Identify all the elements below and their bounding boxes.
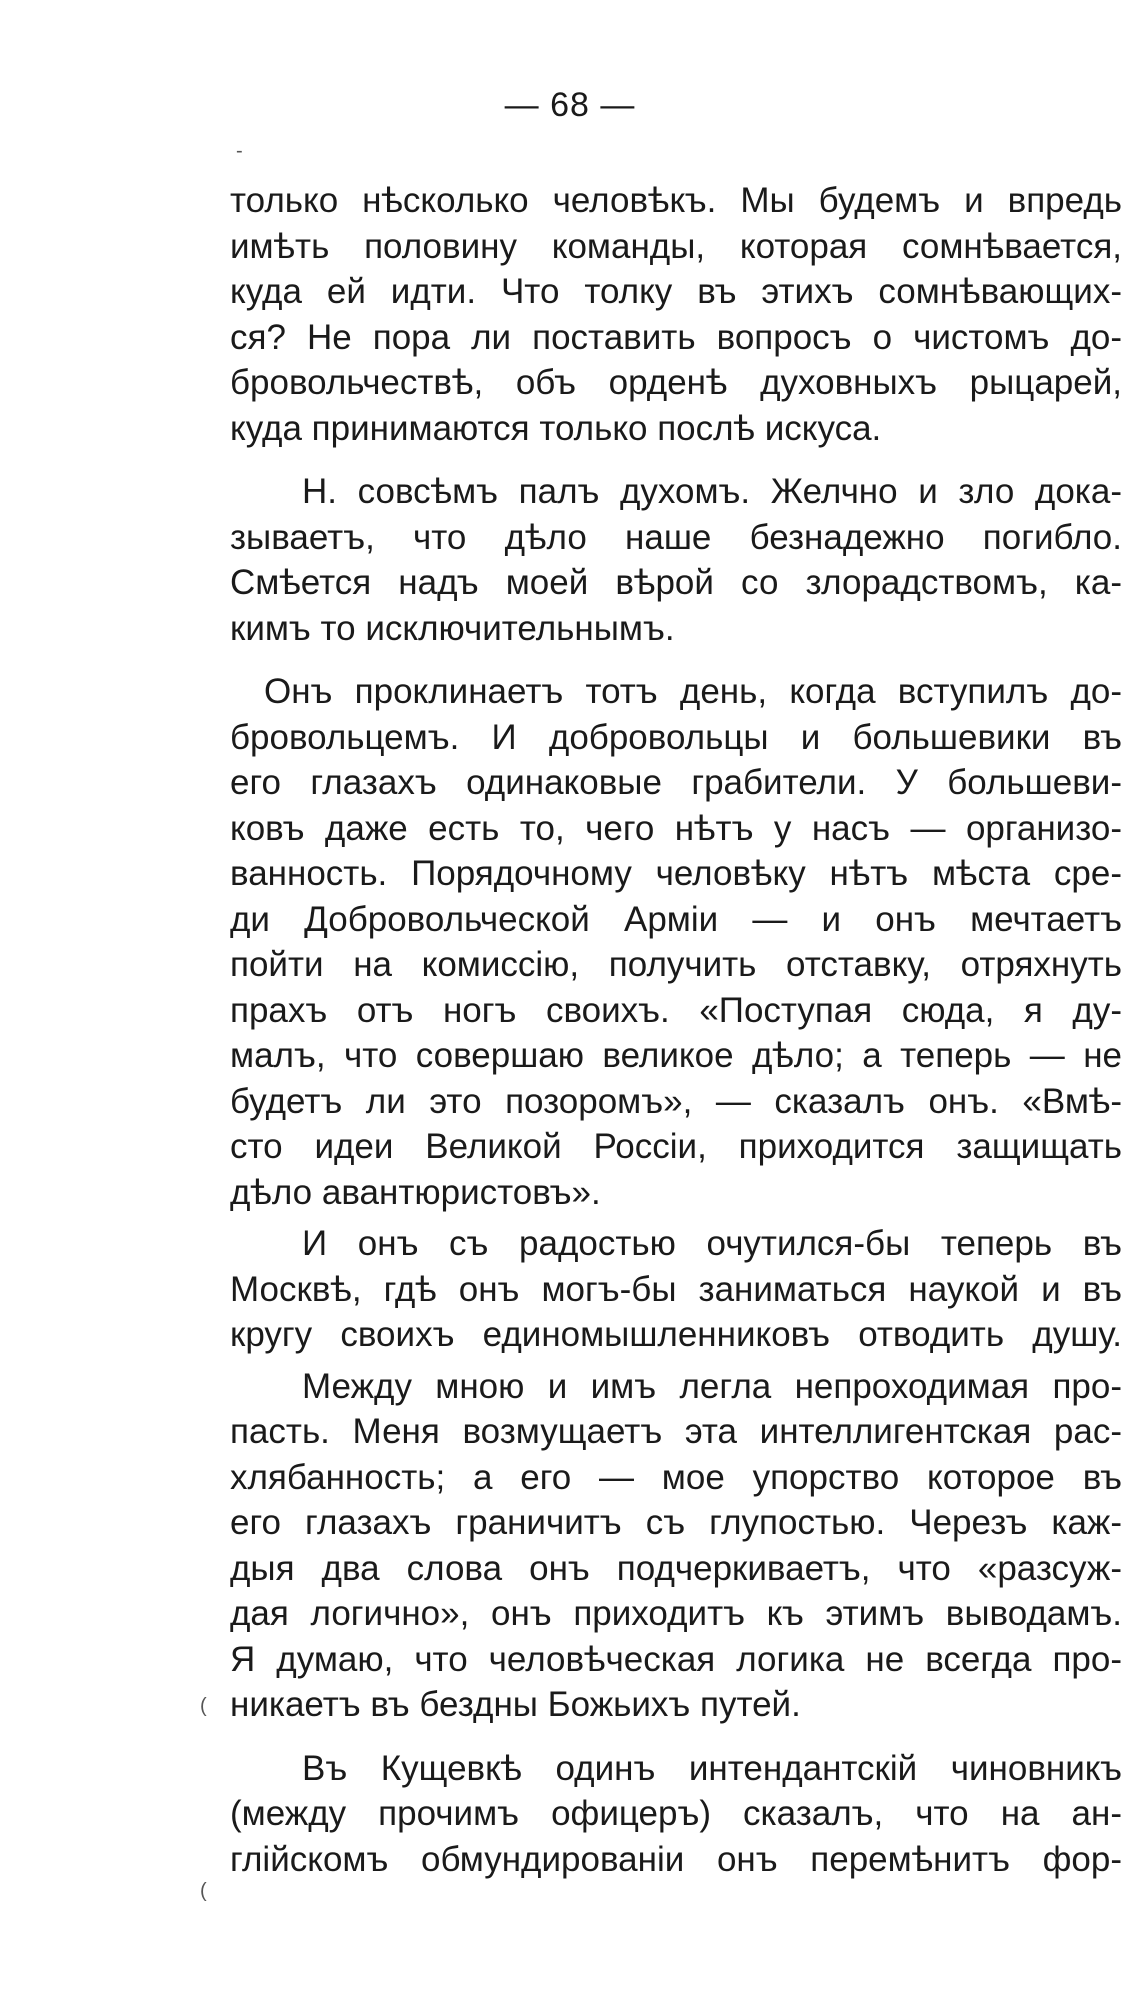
- text-line: малъ, что совершаю великое дѣло; а теперь — не: [230, 1036, 1122, 1075]
- text-line: дыя два слова онъ подчеркиваетъ, что «разсуж-: [230, 1548, 1122, 1588]
- text-line: дѣло авантюристовъ».: [230, 1172, 601, 1212]
- text-line: ся? Не пора ли поставить вопросъ о чистомъ до-: [230, 317, 1122, 357]
- scan-speck: (: [200, 1880, 207, 1902]
- text-line: Я думаю, что человѣческая логика не всегда про-: [230, 1639, 1122, 1679]
- text-line: будетъ ли это позоромъ», — сказалъ онъ. «Вмѣ-: [230, 1081, 1122, 1121]
- text-line: кругу своихъ единомышленниковъ отводить душу.: [230, 1315, 1122, 1354]
- text-line: сто идеи Великой Россіи, приходится защищать: [230, 1127, 1122, 1166]
- text-line: зываетъ, что дѣло наше безнадежно погибло.: [230, 517, 1122, 557]
- text-line: бровольчествѣ, объ орденѣ духовныхъ рыцарей,: [230, 363, 1122, 402]
- text-line: Москвѣ, гдѣ онъ могъ-бы заниматься наукой и въ: [230, 1269, 1122, 1309]
- text-line: Н. совсѣмъ палъ духомъ. Желчно и зло дока-: [302, 472, 1122, 511]
- scan-speck: -: [236, 140, 243, 162]
- text-line: Смѣется надъ моей вѣрой со злорадствомъ, ка-: [230, 563, 1122, 602]
- text-line: (между прочимъ офицеръ) сказалъ, что на ан-: [230, 1794, 1122, 1833]
- text-line: пасть. Меня возмущаетъ эта интеллигентская рас-: [230, 1412, 1122, 1451]
- text-line: глійскомъ обмундированіи онъ перемѣнитъ фор-: [230, 1839, 1122, 1879]
- text-line: имѣть половину команды, которая сомнѣвается,: [230, 226, 1122, 266]
- scan-speck: (: [200, 1695, 207, 1717]
- text-line: его глазахъ граничитъ съ глупостью. Черезъ каж-: [230, 1503, 1122, 1542]
- text-line: И онъ съ радостью очутился-бы теперь въ: [302, 1224, 1122, 1263]
- text-line: хлябанность; а его — мое упорство которое въ: [230, 1457, 1122, 1497]
- text-line: дая логично», онъ приходитъ къ этимъ выводамъ.: [230, 1594, 1122, 1633]
- paragraph: [230, 1221, 1122, 1358]
- text-line: его глазахъ одинаковые грабители. У большеви-: [230, 763, 1122, 802]
- paragraph: [230, 1746, 1122, 1883]
- paragraph: [230, 178, 1122, 451]
- text-line: куда ей идти. Что толку въ этихъ сомнѣвающих-: [230, 272, 1122, 311]
- text-line: пойти на комиссію, получить отставку, отряхнуть: [230, 945, 1122, 984]
- page-number: — 68 —: [504, 86, 636, 124]
- text-line: никаетъ въ бездны Божьихъ путей.: [230, 1685, 801, 1724]
- paragraph: [230, 669, 1122, 1215]
- text-line: Въ Кущевкѣ одинъ интендантскій чиновникъ: [302, 1748, 1122, 1788]
- text-line: ди Добровольческой Арміи — и онъ мечтаетъ: [230, 899, 1122, 939]
- body-text: [230, 178, 1122, 1882]
- text-line: прахъ отъ ногъ своихъ. «Поступая сюда, я ду-: [230, 990, 1122, 1030]
- paragraph: [230, 1364, 1122, 1728]
- paragraph: [230, 469, 1122, 651]
- text-line: куда принимаются только послѣ искуса.: [230, 408, 882, 448]
- text-line: ковъ даже есть то, чего нѣтъ у насъ — организо-: [230, 808, 1122, 848]
- text-line: бровольцемъ. И добровольцы и большевики въ: [230, 717, 1122, 757]
- text-line: Между мною и имъ легла непроходимая про-: [302, 1366, 1122, 1406]
- text-line: только нѣсколько человѣкъ. Мы будемъ и впредь: [230, 181, 1122, 220]
- text-line: кимъ то исключительнымъ.: [230, 608, 675, 648]
- text-line: ванность. Порядочному человѣку нѣтъ мѣста сре-: [230, 854, 1122, 893]
- text-line: Онъ проклинаетъ тотъ день, когда вступилъ до-: [264, 672, 1122, 711]
